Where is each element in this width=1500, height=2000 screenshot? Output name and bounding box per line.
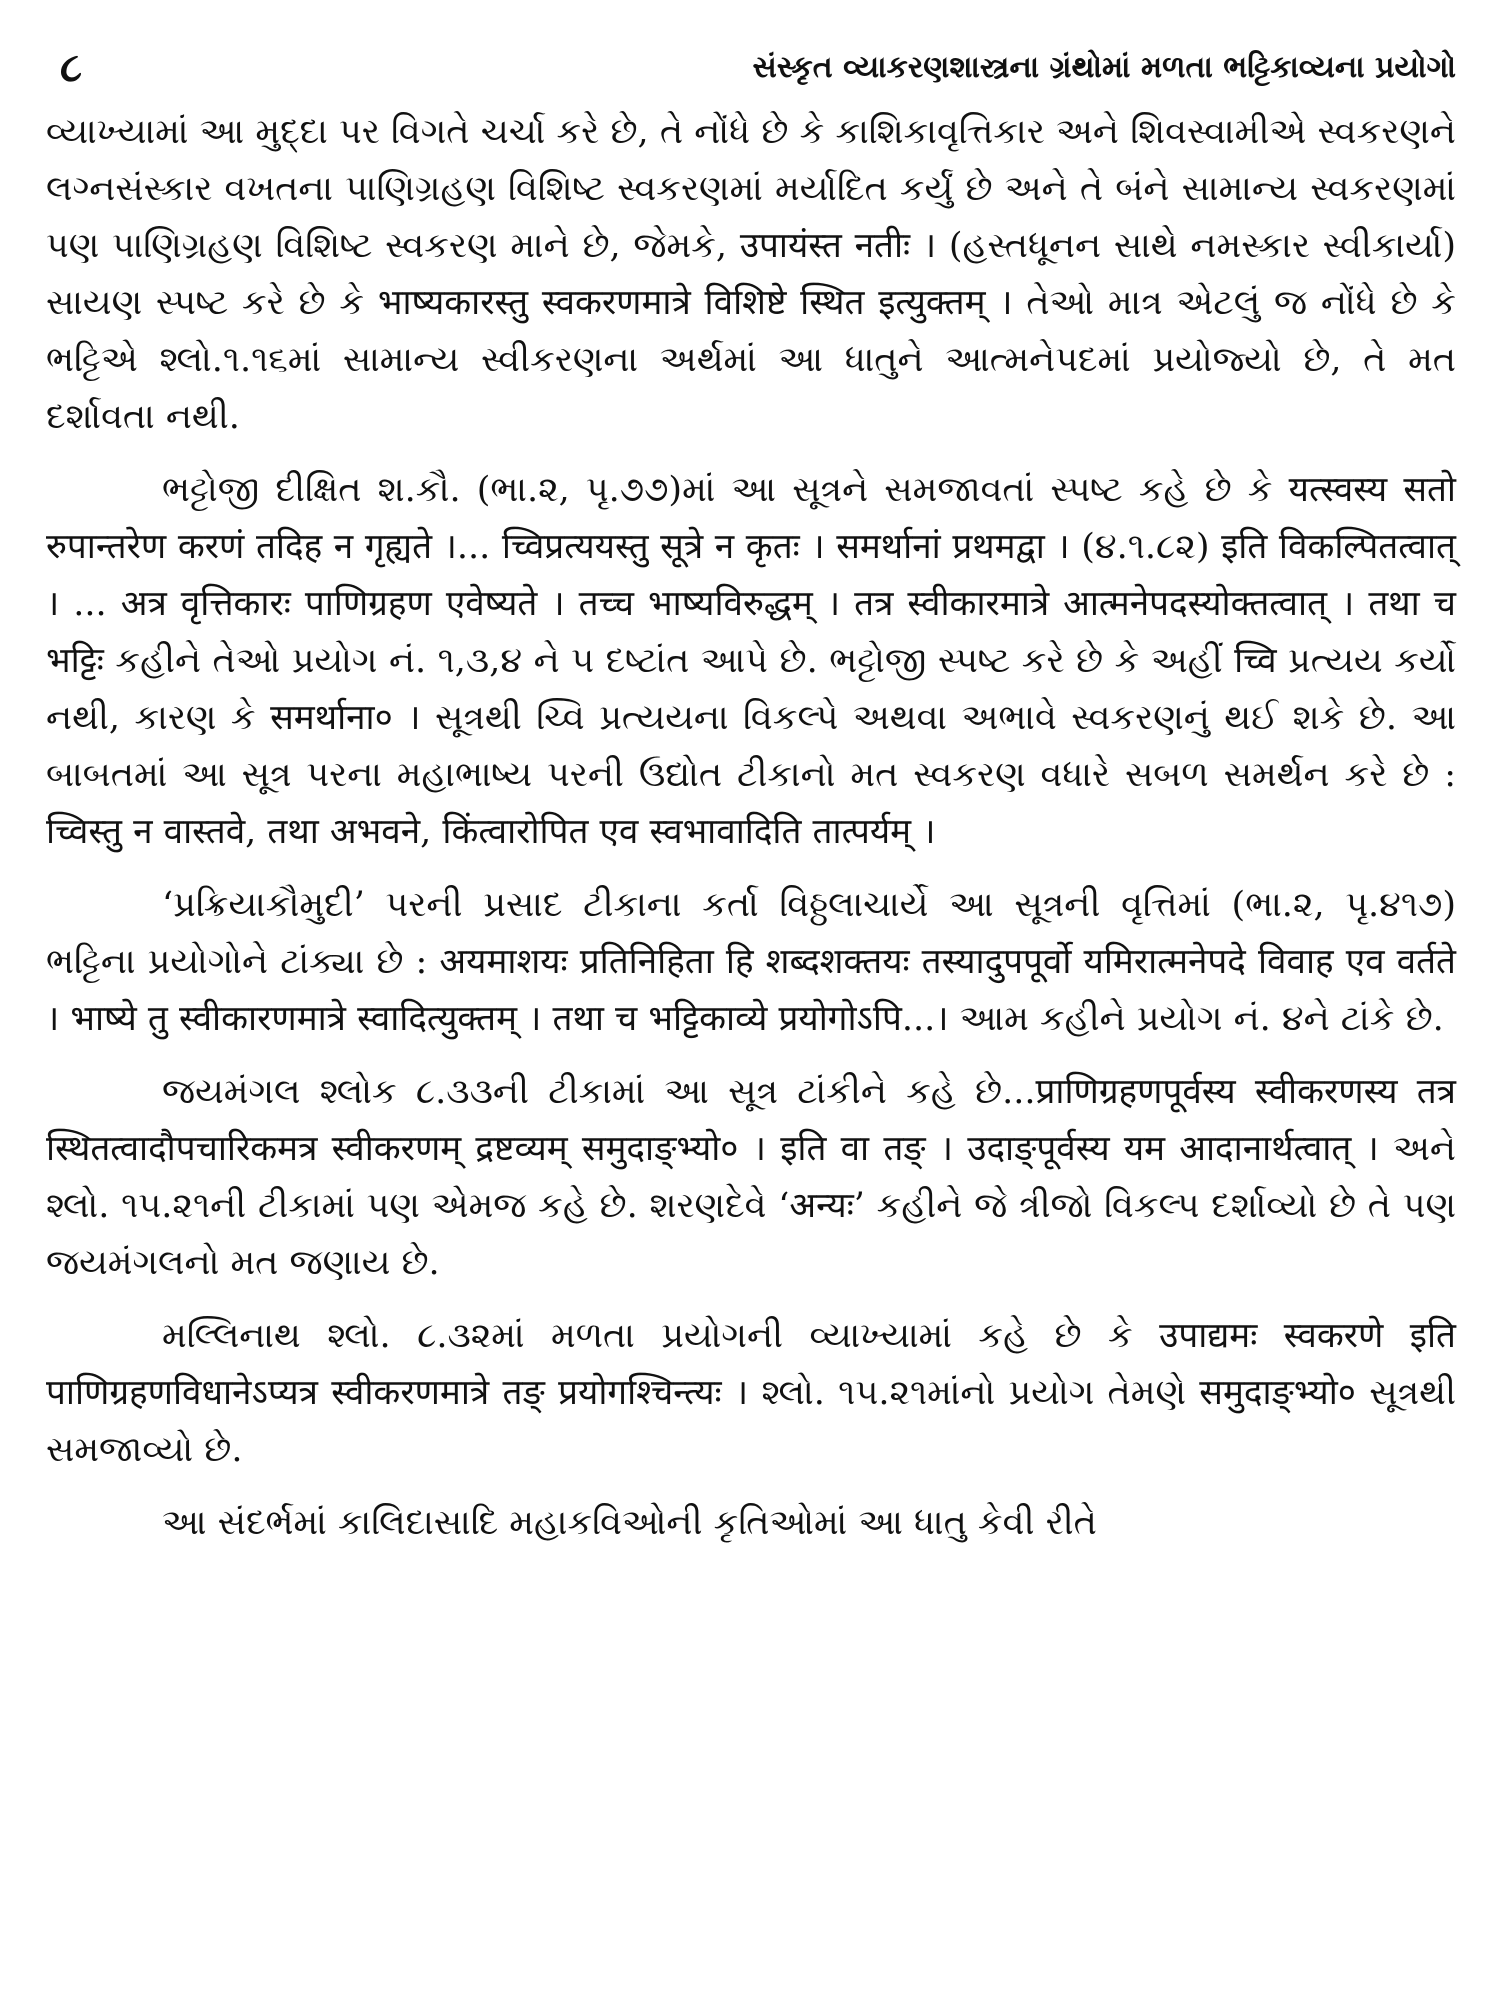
paragraph-1: વ્યાખ્યામાં આ મુદ્દા પર વિગતે ચર્ચા કરે છે, તે નોંધે છે કે કાશિકાવૃત્તિકાર અને શિવસ્વામીએ સ્વકરણને લગ્નસંસ્કાર વખતના પાણિગ્રહણ વિશિષ્ટ સ્વકરણમાં મર્યાદિત કર્યું છે અને તે બંને સામાન્ય સ્વકરણમાં પણ પાણિગ્રહણ વિશિષ્ટ સ્વકરણ માને છે, જેમકે, उपायंस्त नतीः । (હસ્તધૂનન સાથે નમસ્કાર સ્વીકાર્યા) સાયણ સ્પષ્ટ કરે છે કે भाष्यकारस्तु स्वकरणमात्रे विशिष्टे स्थित इत्युक्तम् । તેઓ માત્ર એટલું જ નોંધે છે કે ભટ્ટિએ શ્લો.૧.૧૬માં સામાન્ય સ્વીકરણના અર્થમાં આ ધાતુને આત્મનેપદમાં પ્રયોજ્યો છે, તે મત દર્શાવતા નથી. (46, 112, 1456, 437)
paragraph-3: ‘પ્રક્રિયાકૌમુદી’ પરની પ્રસાદ ટીકાના કર્તા વિઠ્ઠલાચાર્યે આ સૂત્રની વૃત્તિમાં (ભા.૨, પૃ.૪૧૭) ભટ્ટિના પ્રયોગોને ટાંક્યા છે : अयमाशयः प्रतिनिहिता हि शब्दशक्तयः तस्यादुपपूर्वो यमिरात्मनेपदे विवाह एव वर्तते । भाष्ये तु स्वीकारणमात्रे स्वादित्युक्तम् । तथा च भट्टिकाव्ये प्रयोगोऽपि...। આમ કહીને પ્રયોગ નં. ૪ને ટાંકે છે. (46, 885, 1456, 1039)
running-title: સંસ્કૃત વ્યાકરણશાસ્ત્રના ગ્રંથોમાં મળતા ભટ્ટિકાવ્યના પ્રયોગો (752, 50, 1456, 85)
paragraph-4: જયમંગલ શ્લોક ૮.૩૩ની ટીકામાં આ સૂત્ર ટાંકીને કહે છે...प्राणिग्रहणपूर्वस्य स्वीकरणस्य तत्र स्थितत्वादौपचारिकमत्र स्वीकरणम् द्रष्टव्यम् समुदाङ्भ्यो० । इति वा तङ् । उदाङ्पूर्वस्य यम आदानार्थत्वात् । અને શ્લો. ૧૫.૨૧ની ટીકામાં પણ એમજ કહે છે. શરણદેવે ‘अन्यः’ કહીને જે ત્રીજો વિકલ્પ દર્શાવ્યો છે તે પણ જયમંગલનો મત જણાય છે. (46, 1072, 1456, 1283)
page-number: ૮ (60, 44, 82, 91)
page-header (56, 40, 1456, 96)
paragraph-6: આ સંદર્ભમાં કાલિદાસાદિ મહાકવિઓની કૃતિઓમાં આ ધાતુ કેવી રીતે (162, 1503, 1097, 1543)
body-text (46, 104, 1456, 1552)
paragraph-2: ભટ્ટોજી દીક્ષિત શ.કૌ. (ભા.૨, પૃ.૭૭)માં આ સૂત્રને સમજાવતાં સ્પષ્ટ કહે છે કે यत्स्वस्य सतो रुपान्तरेण करणं तदिह न गृह्यते ।... च्विप्रत्ययस्तु सूत्रे न कृतः । समर्थानां प्रथमद्वा । (૪.૧.૮૨) इति विकल्पितत्वात् । ... अत्र वृत्तिकारः पाणिग्रहण एवेष्यते । तच्च भाष्यविरुद्धम् । तत्र स्वीकारमात्रे आत्मनेपदस्योक्तत्वात् । तथा च भट्टिः કહીને તેઓ પ્રયોગ નં. ૧,૩,૪ ને ૫ દષ્ટાંત આપે છે. ભટ્ટોજી સ્પષ્ટ કરે છે કે અહીં च्वि પ્રત્યય કર્યો નથી, કારણ કે समर्थाना० । સૂત્રથી ચ્વિ પ્રત્યયના વિકલ્પે અથવા અભાવે સ્વકરણનું થઈ શકે છે. આ બાબતમાં આ સૂત્ર પરના મહાભાષ્ય પરની ઉદ્યોત ટીકાનો મત સ્વકરણ વધારે સબળ સમર્થન કરે છે : च्विस्तु न वास्तवे, तथा अभवने, किंत्वारोपित एव स्वभावादिति तात्पर्यम् । (46, 470, 1456, 852)
paragraph-5: મલ્લિનાથ શ્લો. ૮.૩૨માં મળતા પ્રયોગની વ્યાખ્યામાં કહે છે કે उपाद्यमः स्वकरणे इति पाणिग्रहणविधानेऽप्यत्र स्वीकरणमात्रे तङ् प्रयोगश्चिन्त्यः । શ્લો. ૧૫.૨૧માંનો પ્રયોગ તેમણે समुदाङ्भ्यो० સૂત્રથી સમજાવ્યો છે. (46, 1316, 1456, 1470)
